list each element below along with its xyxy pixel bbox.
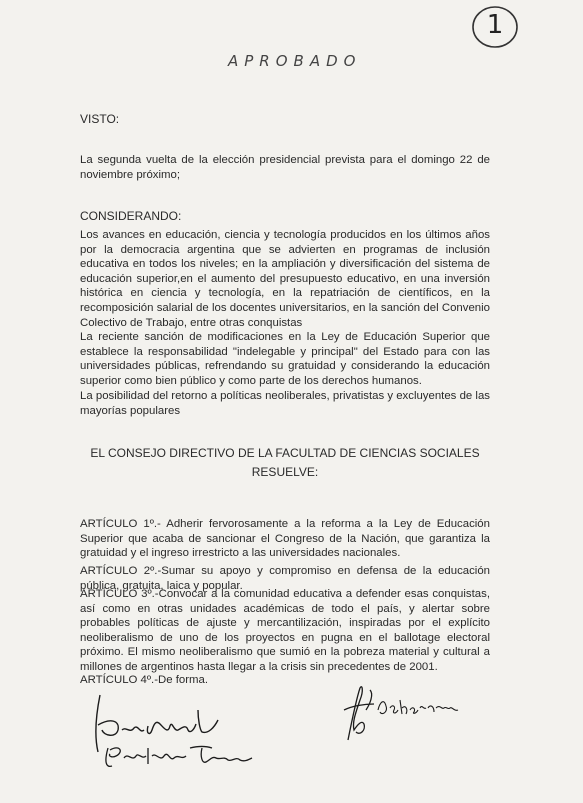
article-3 [80,587,490,675]
article-1-label: ARTÍCULO 1º.- [80,518,161,530]
article-4-text: De forma. [158,674,209,686]
article-2-label: ARTÍCULO 2º.- [80,565,162,577]
article-3-label: ARTÍCULO 3º.- [80,588,159,600]
council-title: EL CONSEJO DIRECTIVO DE LA FACULTAD DE CIENCIAS SOCIALES [90,446,480,460]
article-3-text: Convocar a la comunidad educativa a defender esas conquistas, así como en otras unidades académicas de todo el país, y alertar sobre probables políticas de ajuste y mercantilización, inspiradas por el explícito neoliberalismo de uno de los proyectos en pugna en el ballotage electoral próximo. El mismo neoliberalismo que sumió en la pobreza material y cultural a millones de argentinos hasta llegar a la crisis sin precedentes de 2001. [80,588,490,673]
page-number-stamp [470,4,520,50]
considerando-paragraph-2: La reciente sanción de modificaciones en la Ley de Educación Superior que establece la responsabilidad "indelegable y principal" del Estado para con las universidades públicas, refrendando su gratuidad y considerando la educación superior como bien público y como parte de los derechos humanos. [80,331,490,387]
visto-text: La segunda vuelta de la elección presidencial prevista para el domingo 22 de noviembre próximo; [80,154,490,181]
resuelve-heading: RESUELVE: [251,465,319,479]
article-2-text: Sumar su apoyo y compromiso en defensa de la educación pública, gratuita, laica y popular. [80,565,490,592]
considerando-paragraph-3: La posibilidad del retorno a políticas neoliberales, privatistas y excluyentes de las mayorías populares [80,390,490,417]
approved-handwritten-mark: APROBADO [228,52,362,70]
considerando-paragraph-1: Los avances en educación, ciencia y tecnología producidos en los últimos años por la democracia argentina que se advierten en programas de inclusión educativa en todos los niveles; en la ampliación y diversificación del sistema de educación superior,en el aumento del presupuesto educativo, en una inversión histórica en ciencia y tecnología, en la repatriación de científicos, en la recomposición salarial de los docentes universitarios, en la sanción del Convenio Colectivo de Trabajo, entre otras conquistas [80,229,490,329]
considerando-heading: CONSIDERANDO: [80,209,182,223]
visto-heading: VISTO: [80,112,120,126]
page-number: 1 [486,10,504,40]
article-1-text: Adherir fervorosamente a la reforma a la Ley de Educación Superior que acaba de sancionar el Congreso de la Nación, que garantiza la gratuidad y el ingreso irrestricto a las universidades nacionales. [80,518,490,560]
signature-left [90,690,290,770]
article-4-label: ARTÍCULO 4º.- [80,674,159,686]
signature-right [330,680,470,750]
article-1 [80,517,490,561]
